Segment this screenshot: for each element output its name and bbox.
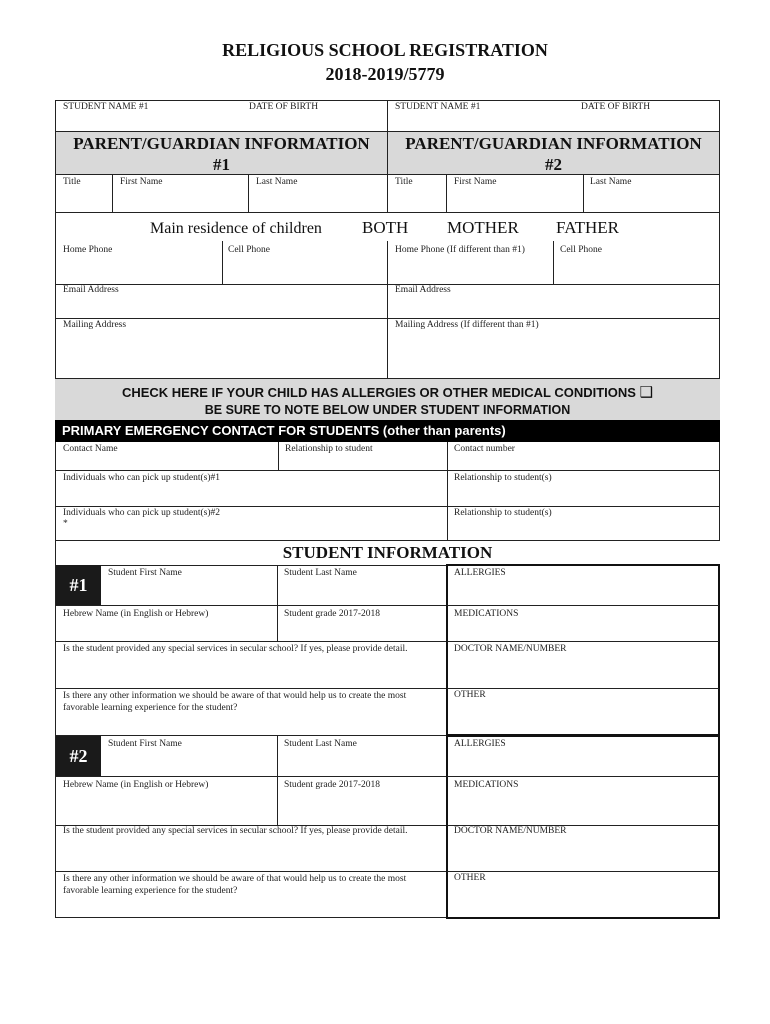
pickup-2-field[interactable]: Individuals who can pick up student(s)#2 [63, 508, 220, 518]
pickup-1-field[interactable]: Individuals who can pick up student(s)#1 [63, 473, 220, 483]
home-phone-2-field[interactable]: Home Phone (If different than #1) [395, 245, 525, 255]
parent1-first-name-field[interactable]: First Name [120, 177, 163, 187]
student1-last-name-field[interactable]: Student Last Name [284, 568, 357, 578]
medical-note: BE SURE TO NOTE BELOW UNDER STUDENT INFORMATION [204, 403, 571, 417]
email-field[interactable]: Email Address [63, 285, 119, 295]
emergency-contact-bar: PRIMARY EMERGENCY CONTACT FOR STUDENTS (other than parents) [55, 420, 720, 442]
pickup-2-mark: * [63, 519, 68, 529]
student1-medications-field[interactable]: MEDICATIONS [454, 609, 519, 619]
parent2-last-name-field[interactable]: Last Name [590, 177, 632, 187]
student2-allergies-field[interactable]: ALLERGIES [454, 739, 506, 749]
mailing-address-2-field[interactable]: Mailing Address (If different than #1) [395, 320, 539, 330]
student2-other-field[interactable]: OTHER [454, 873, 486, 883]
student2-services-field[interactable]: Is the student provided any special services in secular school? If yes, please provide detail. [63, 826, 408, 836]
medical-check-text: CHECK HERE IF YOUR CHILD HAS ALLERGIES OR OTHER MEDICAL CONDITIONS [121, 385, 636, 400]
student2-hebrew-name-field[interactable]: Hebrew Name (in English or Hebrew) [63, 780, 209, 790]
contact-number-field[interactable]: Contact number [454, 444, 515, 454]
student2-other-info-field[interactable]: Is there any other information we should be aware of that would help us to create the most favorable learning experience for the student? [63, 874, 407, 896]
student1-grade-field[interactable]: Student grade 2017-2018 [284, 609, 381, 619]
student-info-heading: STUDENT INFORMATION [282, 543, 493, 562]
parent1-last-name-field[interactable]: Last Name [256, 177, 298, 187]
student2-grade-field[interactable]: Student grade 2017-2018 [284, 780, 381, 790]
student1-other-field[interactable]: OTHER [454, 690, 486, 700]
residence-label: Main residence of children [150, 220, 322, 237]
parent2-number: #2 [545, 155, 562, 174]
parent1-title-field[interactable]: Title [63, 177, 81, 187]
parent1-number: #1 [213, 155, 230, 174]
pickup-1-relationship-field[interactable]: Relationship to student(s) [454, 473, 552, 483]
residence-both-option[interactable]: BOTH [362, 218, 409, 237]
student1-hebrew-name-field[interactable]: Hebrew Name (in English or Hebrew) [63, 609, 209, 619]
residence-mother-option[interactable]: MOTHER [447, 218, 519, 237]
student1-services-field[interactable]: Is the student provided any special services in secular school? If yes, please provide detail. [63, 644, 408, 654]
parent2-title-field[interactable]: Title [395, 177, 413, 187]
student1-allergies-field[interactable]: ALLERGIES [454, 568, 506, 578]
residence-father-option[interactable]: FATHER [556, 218, 619, 237]
parent1-heading: PARENT/GUARDIAN INFORMATION [73, 134, 370, 153]
school-year: 2018-2019/5779 [325, 64, 445, 84]
student2-doctor-field[interactable]: DOCTOR NAME/NUMBER [454, 826, 567, 836]
student1-doctor-field[interactable]: DOCTOR NAME/NUMBER [454, 644, 567, 654]
parent2-heading: PARENT/GUARDIAN INFORMATION [405, 134, 702, 153]
student1-other-info-field[interactable]: Is there any other information we should be aware of that would help us to create the most favorable learning experience for the student? [63, 691, 407, 713]
pickup-2-relationship-field[interactable]: Relationship to student(s) [454, 508, 552, 518]
form-title: RELIGIOUS SCHOOL REGISTRATION [222, 40, 548, 60]
home-phone-field[interactable]: Home Phone [63, 245, 113, 255]
contact-name-field[interactable]: Contact Name [63, 444, 118, 454]
mailing-address-field[interactable]: Mailing Address [63, 320, 127, 330]
email-2-field[interactable]: Email Address [395, 285, 451, 295]
student2-dob-field[interactable]: DATE OF BIRTH [581, 102, 651, 112]
student2-first-name-field[interactable]: Student First Name [108, 739, 182, 749]
student1-number-badge: #1 [56, 565, 101, 605]
student1-first-name-field[interactable]: Student First Name [108, 568, 182, 578]
student1-dob-field[interactable]: DATE OF BIRTH [249, 102, 319, 112]
student2-last-name-field[interactable]: Student Last Name [284, 739, 357, 749]
parent2-first-name-field[interactable]: First Name [454, 177, 497, 187]
student1-name-field[interactable]: STUDENT NAME #1 [63, 102, 149, 112]
student2-medications-field[interactable]: MEDICATIONS [454, 780, 519, 790]
student2-number-badge: #2 [56, 736, 101, 776]
contact-relationship-field[interactable]: Relationship to student [285, 444, 373, 454]
medical-checkbox[interactable]: ❑ [639, 384, 654, 401]
student2-name-field[interactable]: STUDENT NAME #1 [395, 102, 481, 112]
cell-phone-2-field[interactable]: Cell Phone [560, 245, 602, 255]
cell-phone-field[interactable]: Cell Phone [228, 245, 270, 255]
